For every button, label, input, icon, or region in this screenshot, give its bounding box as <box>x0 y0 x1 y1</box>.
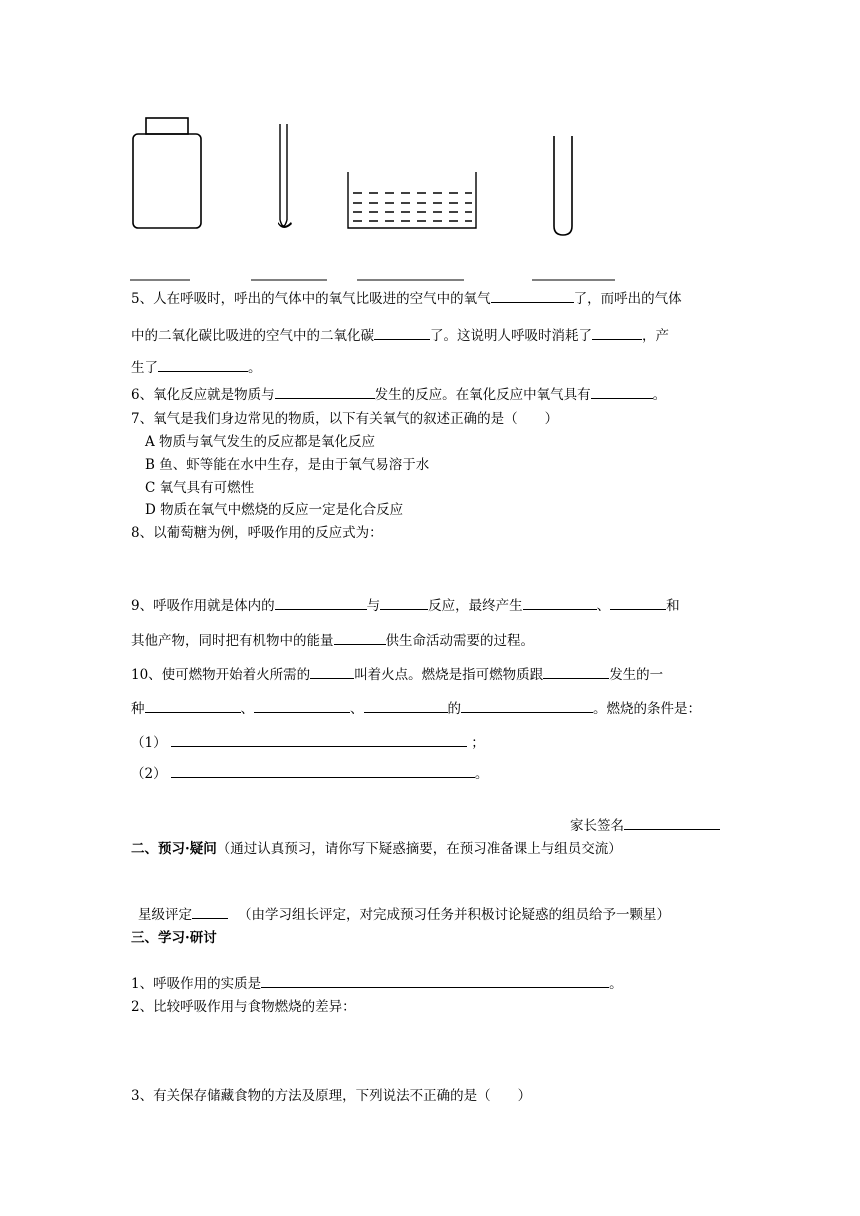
answer-blank[interactable] <box>491 290 574 303</box>
answer-blank[interactable] <box>523 597 597 610</box>
q10-text: 。 <box>474 766 489 782</box>
answer-blank[interactable] <box>275 386 375 399</box>
q9-line1 <box>131 597 680 615</box>
section2-note: （通过认真预习，请你写下疑惑摘要，在预习准备课上与组员交流） <box>216 841 622 857</box>
answer-blank[interactable] <box>275 597 367 610</box>
q5-text: 了，而呼出的气体 <box>573 291 682 307</box>
q10-text: 。燃烧的条件是： <box>593 701 701 717</box>
q5-text: ，产 <box>642 328 669 344</box>
q6-text: 。 <box>652 387 667 403</box>
answer-blank[interactable] <box>261 975 609 988</box>
star-rating-label: 星级评定 <box>138 907 192 923</box>
answer-blank[interactable] <box>171 734 467 747</box>
test-tube-icon <box>554 136 572 235</box>
q9-text: 其他产物，同时把有机物中的能量 <box>131 633 334 649</box>
answer-blank[interactable] <box>171 765 475 778</box>
q5-line1 <box>131 290 682 308</box>
q6-line <box>131 386 666 404</box>
q7-option-c[interactable]: C 氧气具有可燃性 <box>145 480 255 496</box>
s3-q1-text: 。 <box>609 976 623 992</box>
star-rating-note: （由学习组长评定，对完成预习任务并积极讨论疑惑的组员给予一颗星） <box>238 907 670 923</box>
s3-q1-text: 1、呼吸作用的实质是 <box>131 976 262 992</box>
q10-text: 10、使可燃物开始着火所需的 <box>131 667 311 683</box>
q5-line3 <box>131 359 262 377</box>
q9-text: 9、呼吸作用就是体内的 <box>131 598 275 614</box>
q7-option-b[interactable]: B 鱼、虾等能在水中生存，是由于氧气易溶于水 <box>145 457 430 473</box>
water-trough-icon <box>348 172 476 228</box>
apparatus-figures <box>0 0 860 290</box>
q10-condition-2 <box>131 765 488 783</box>
answer-blank[interactable] <box>374 327 430 340</box>
s3-q2: 2、比较呼吸作用与食物燃烧的差异： <box>131 999 356 1015</box>
star-rating <box>138 906 670 924</box>
s3-q1 <box>131 975 623 993</box>
glass-rod-icon <box>278 124 292 228</box>
q5-text: 了。这说明人呼吸时消耗了 <box>430 328 592 344</box>
q10-label: （1） <box>131 735 167 751</box>
section2-title: 二、预习·疑问 <box>131 841 217 857</box>
q5-text: 生了 <box>131 360 158 376</box>
q10-text: 、 <box>350 701 364 717</box>
answer-blank[interactable] <box>543 666 609 679</box>
q10-line2 <box>131 700 701 718</box>
section3-title: 三、学习·研讨 <box>131 930 217 946</box>
q10-line1 <box>131 666 663 684</box>
answer-blank[interactable] <box>192 906 228 919</box>
q7-option-a[interactable]: A 物质与氧气发生的反应都是氧化反应 <box>145 434 376 450</box>
q5-line2 <box>131 327 669 345</box>
q10-text: 种 <box>131 701 145 717</box>
q10-text: ； <box>471 735 485 751</box>
signature-blank[interactable] <box>624 817 720 830</box>
q6-text: 发生的反应。在氧化反应中氧气具有 <box>374 387 591 403</box>
q7-option-d[interactable]: D 物质在氧气中燃烧的反应一定是化合反应 <box>145 502 404 518</box>
q9-text: 和 <box>666 598 680 614</box>
section2-heading <box>131 840 622 858</box>
q9-text: 供生命活动需要的过程。 <box>385 633 534 649</box>
q10-text: 、 <box>240 701 254 717</box>
answer-blank[interactable] <box>364 700 448 713</box>
q9-line2 <box>131 632 534 650</box>
q5-text: 中的二氧化碳比吸进的空气中的二氧化碳 <box>131 328 374 344</box>
answer-blank[interactable] <box>610 597 666 610</box>
q6-text: 6、氧化反应就是物质与 <box>131 387 275 403</box>
answer-blank[interactable] <box>158 359 248 372</box>
q10-label: （2） <box>131 766 167 782</box>
q5-text: 5、人在呼吸时，呼出的气体中的氧气比吸进的空气中的氧气 <box>131 291 491 307</box>
q10-text: 发生的一 <box>609 667 664 683</box>
answer-blank[interactable] <box>254 700 350 713</box>
answer-blank[interactable] <box>310 666 354 679</box>
q10-text: 叫着火点。燃烧是指可燃物质跟 <box>354 667 544 683</box>
q9-text: 与 <box>366 598 381 614</box>
parent-signature <box>570 817 720 835</box>
parent-signature-label: 家长签名 <box>570 818 624 834</box>
s3-q3: 3、有关保存储藏食物的方法及原理，下列说法不正确的是（ ） <box>131 1088 532 1104</box>
q10-condition-1 <box>131 734 485 752</box>
q9-text: 反应，最终产生 <box>428 598 523 614</box>
answer-blank[interactable] <box>592 327 642 340</box>
gas-jar-icon <box>133 118 201 228</box>
answer-blank[interactable] <box>145 700 241 713</box>
answer-blank[interactable] <box>461 700 593 713</box>
answer-blank[interactable] <box>334 632 386 645</box>
answer-blank[interactable] <box>591 386 653 399</box>
q9-text: 、 <box>596 598 611 614</box>
answer-blank[interactable] <box>380 597 428 610</box>
q7-stem: 7、氧气是我们身边常见的物质，以下有关氧气的叙述正确的是（ ） <box>131 411 559 427</box>
q8-stem: 8、以葡萄糖为例，呼吸作用的反应式为： <box>131 525 383 541</box>
q5-text: 。 <box>248 360 262 376</box>
q10-text: 的 <box>447 701 461 717</box>
